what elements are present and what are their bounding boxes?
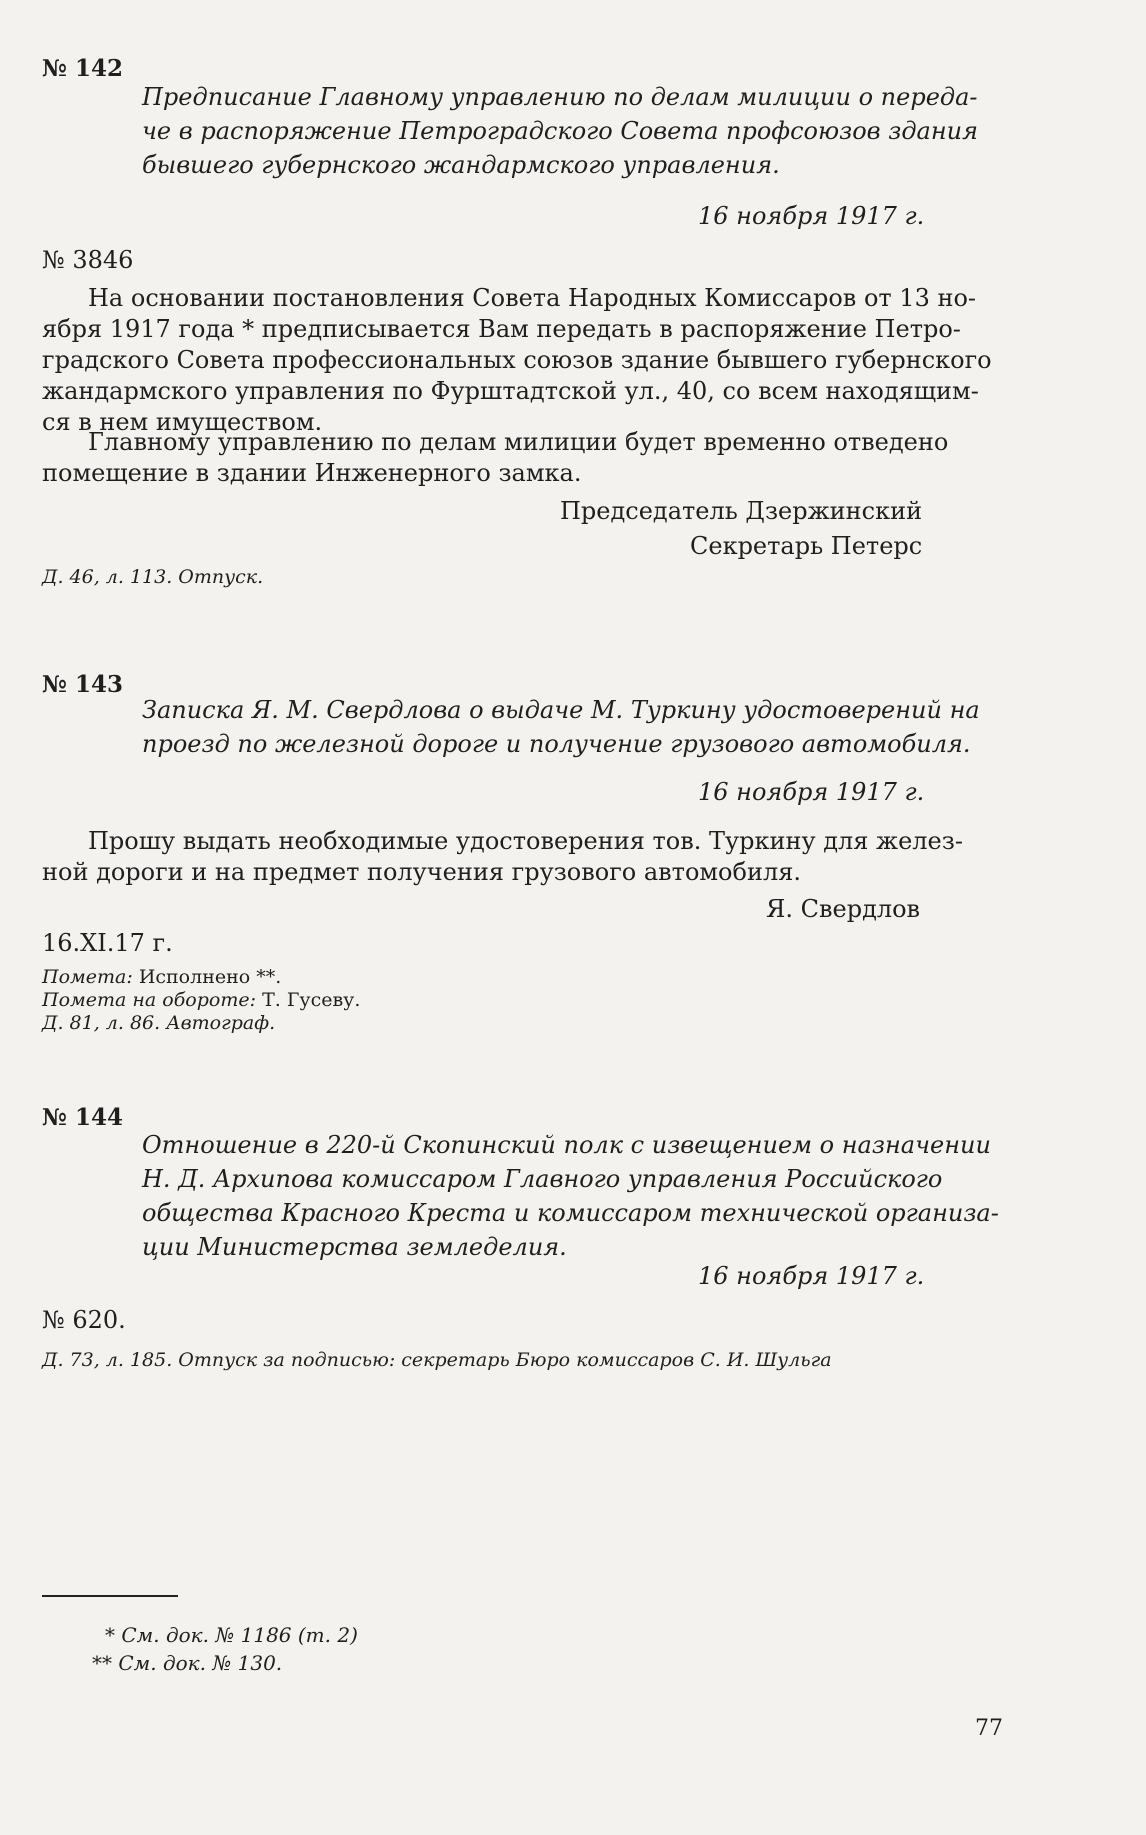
doc142-title-line: Предписание Главному управлению по делам милиции о переда- [142,83,978,111]
doc142-signature-chair: Председатель Дзержинский [560,497,923,525]
body-line: Прошу выдать необходимые удостоверения тов. Туркину для желез- [88,827,963,855]
doc143-title-line: Записка Я. М. Свердлова о выдаче М. Туркину удостоверений на [142,696,980,724]
doc144-title-line: Н. Д. Архипова комиссаром Главного управления Российского [142,1165,943,1193]
body-line: Главному управлению по делам милиции будет временно отведено [88,428,949,456]
doc142-out-number: № 3846 [42,246,134,274]
doc144-title [142,1128,1002,1264]
doc144-archive-note: Д. 73, л. 185. Отпуск за подписью: секретарь Бюро комиссаров С. И. Шульга [42,1349,832,1371]
body-line: градского Совета профессиональных союзов здание бывшего губернского [42,346,992,374]
doc143-signature: Я. Свердлов [766,895,921,923]
doc144-date: 16 ноября 1917 г. [698,1262,925,1290]
doc142-title [142,80,1002,182]
doc143-paragraph [42,826,963,888]
doc144-title-line: общества Красного Креста и комиссаром технической организа- [142,1199,999,1227]
doc144-title-line: Отношение в 220-й Скопинский полк с извещением о назначении [142,1131,991,1159]
body-line: ября 1917 года * предписывается Вам передать в распоряжение Петро- [42,315,961,343]
doc142-number: № 142 [42,55,124,82]
doc143-mark [42,966,281,988]
doc143-dated: 16.XI.17 г. [42,929,173,957]
doc142-paragraph2 [42,427,948,489]
doc143-title [142,693,1002,761]
doc143-date: 16 ноября 1917 г. [698,778,925,806]
doc143-title-line: проезд по железной дороге и получение грузового автомобиля. [142,730,971,758]
doc144-title-line: ции Министерства земледелия. [142,1233,567,1261]
doc143-number: № 143 [42,671,124,698]
doc142-title-line: че в распоряжение Петроградского Совета профсоюзов здания [142,117,979,145]
doc143-mark-back-label: Помета на обороте: [42,989,257,1011]
footnote: * См. док. № 1186 (т. 2) [105,1623,358,1647]
doc142-signature-secretary: Секретарь Петерс [690,532,923,560]
body-line: ной дороги и на предмет получения грузового автомобиля. [42,858,801,886]
doc142-paragraph1 [42,283,992,438]
doc142-title-line: бывшего губернского жандармского управления. [142,151,780,179]
doc144-out-number: № 620. [42,1306,126,1334]
body-line: помещение в здании Инженерного замка. [42,459,582,487]
page-number: 77 [975,1716,1003,1741]
body-line: На основании постановления Совета Народных Комиссаров от 13 но- [88,284,977,312]
doc142-archive-note: Д. 46, л. 113. Отпуск. [42,566,264,588]
doc143-mark-value: Исполнено **. [138,966,282,988]
footnote-divider [42,1595,178,1597]
doc142-date: 16 ноября 1917 г. [698,202,925,230]
doc143-mark-label: Помета: [42,966,133,988]
doc144-number: № 144 [42,1104,124,1131]
body-line: ся в нем имуществом. [42,408,323,436]
body-line: жандармского управления по Фурштадтской ул., 40, со всем находящим- [42,377,979,405]
doc143-archive-note: Д. 81, л. 86. Автограф. [42,1012,276,1034]
doc143-mark-back-value: Т. Гусеву. [262,989,361,1011]
doc143-mark-back [42,989,360,1011]
footnote: ** См. док. № 130. [92,1651,283,1675]
